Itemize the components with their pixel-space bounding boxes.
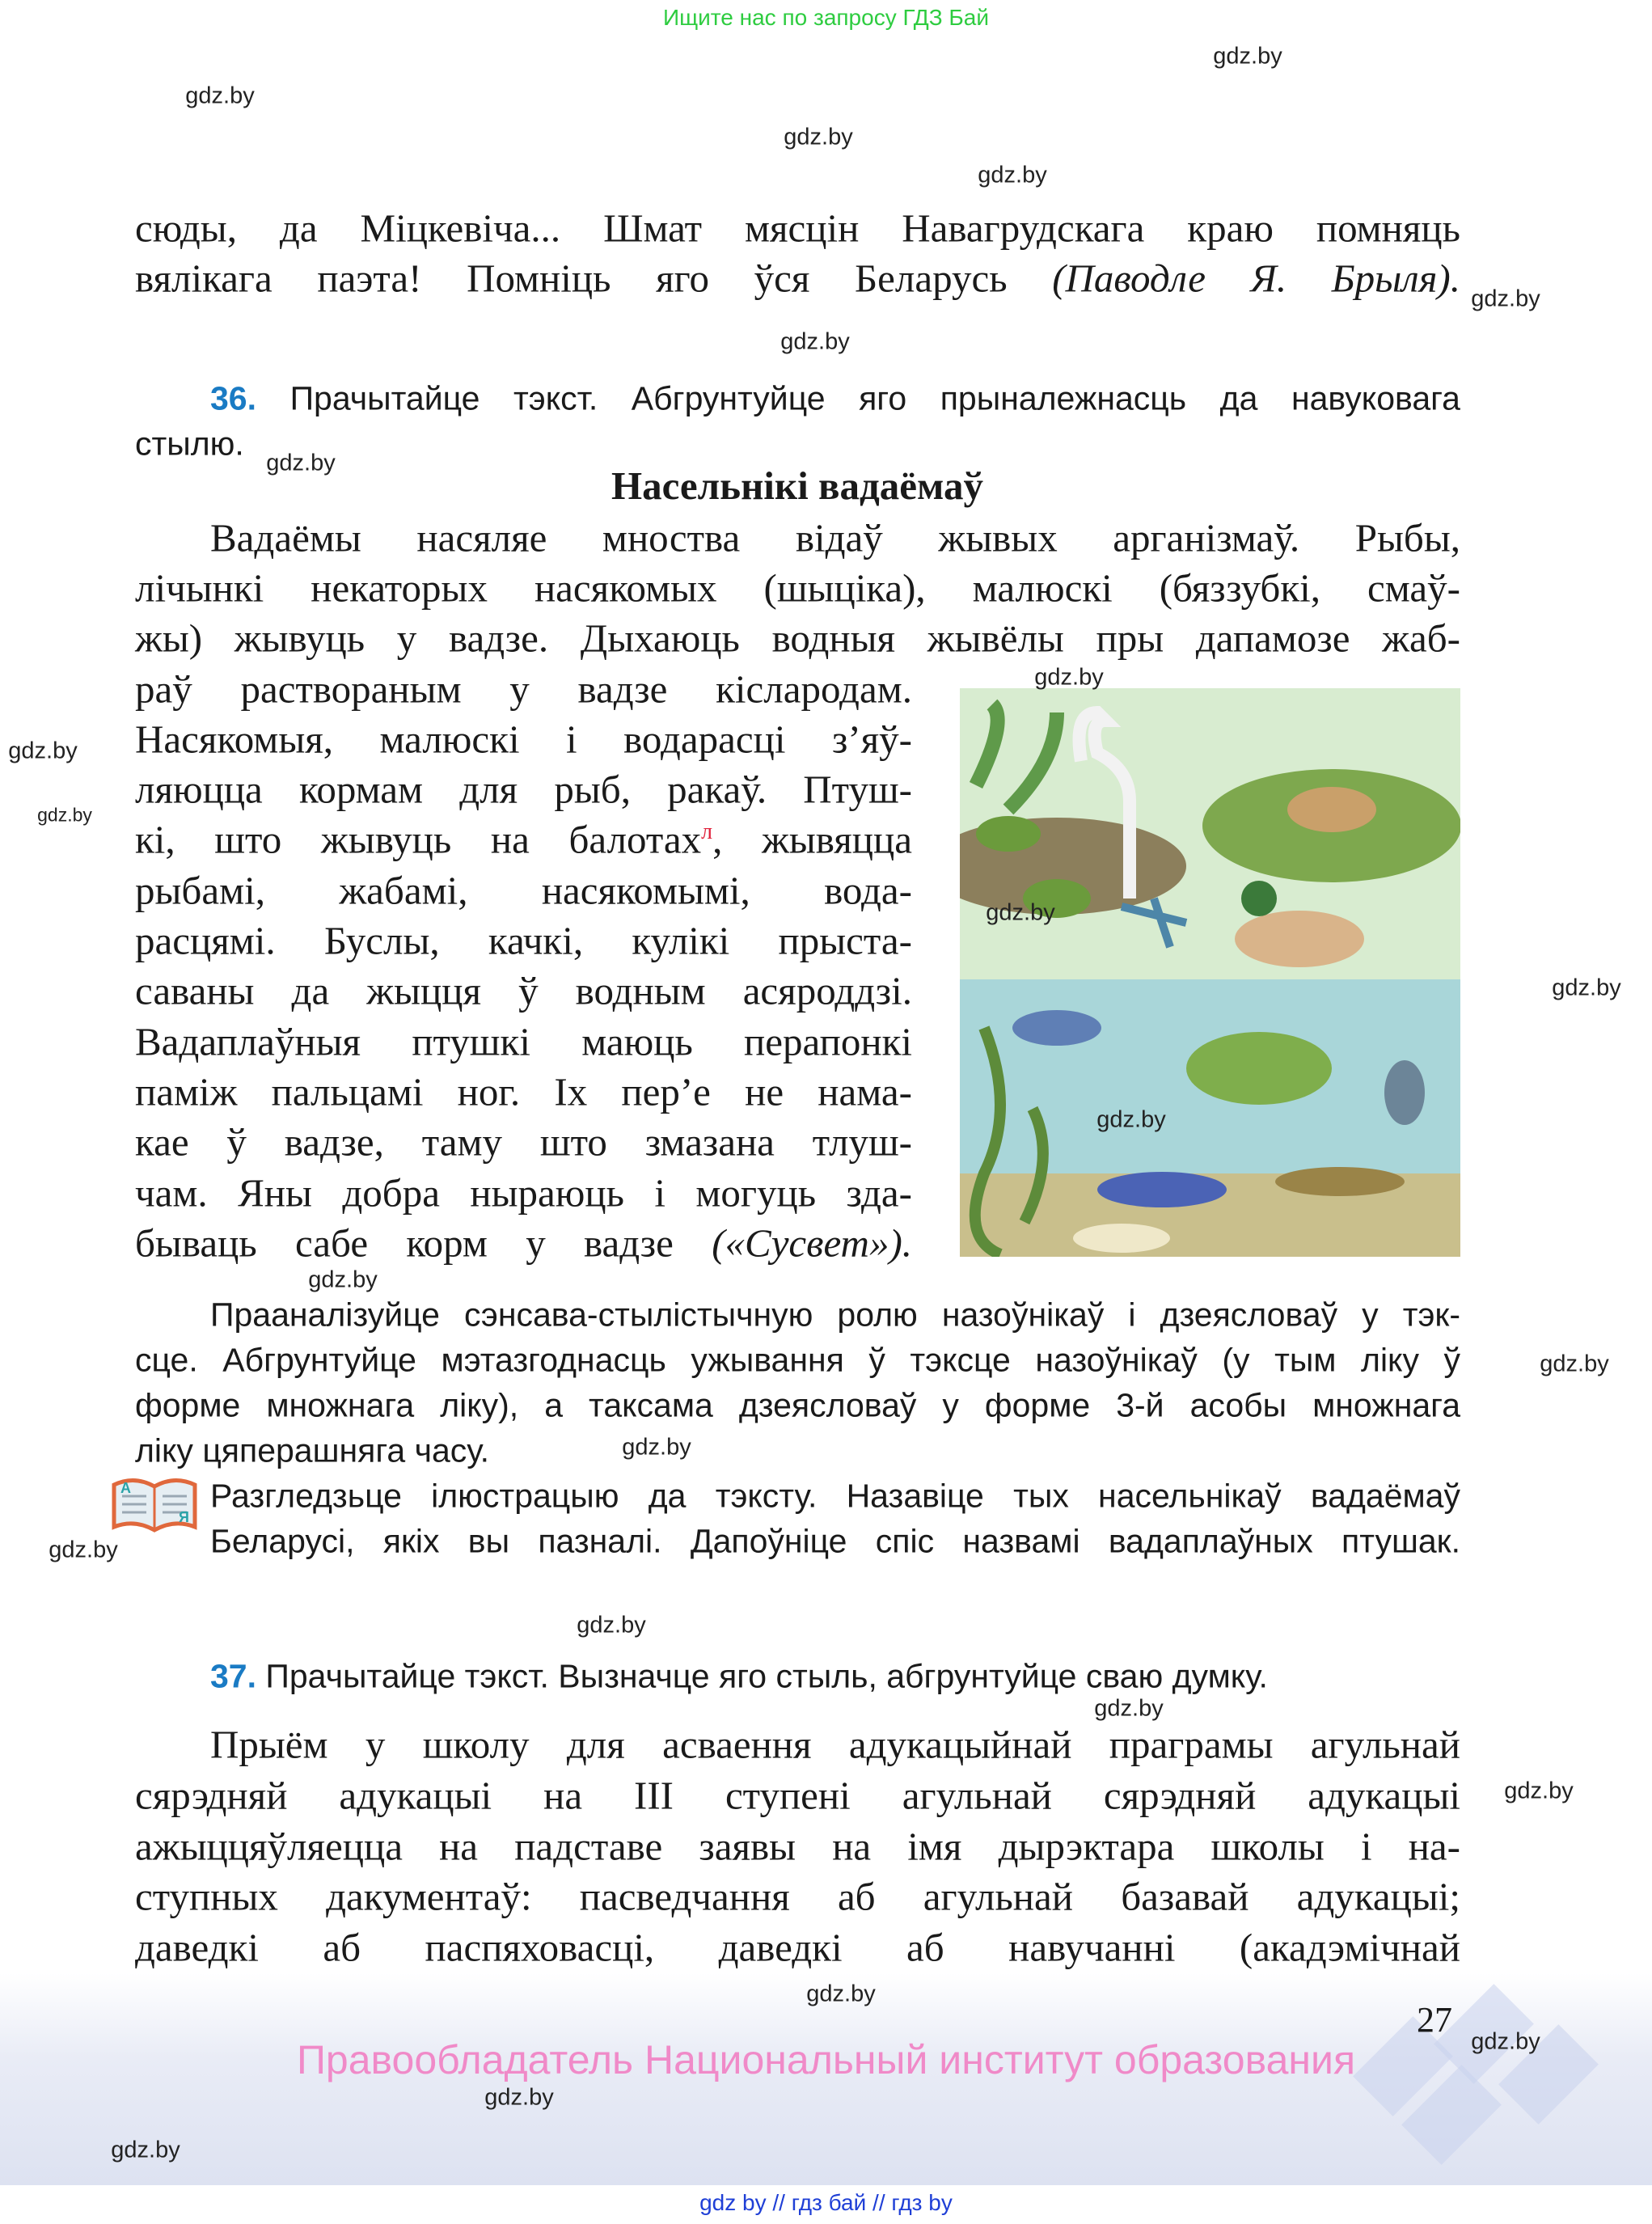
text-line: ляюцца кормам для рыб, ракаў. Птуш- bbox=[135, 767, 912, 812]
fish-carp bbox=[1186, 1032, 1332, 1105]
text-line bbox=[135, 1220, 913, 1266]
watermark: gdz.by bbox=[986, 899, 1055, 926]
duck-on-nest bbox=[1287, 787, 1376, 832]
analysis-line: ліку цяперашняга часу. bbox=[135, 1431, 490, 1469]
duck-swimming bbox=[1235, 911, 1364, 967]
text-line: Вадаёмы насяляе мноства відаў жывых арганізмаў. Рыбы, bbox=[210, 515, 1460, 560]
text37-line: Прыём у школу для асваення адукацыйнай праграмы агульнай bbox=[210, 1722, 1460, 1767]
analysis-line: сце. Абгрунтуйце мэтазгоднасць ужывання ў тэксце назоўнікаў (у тым ліку ў bbox=[135, 1341, 1460, 1379]
book-letter: Я bbox=[179, 1509, 189, 1525]
book-letter: А bbox=[120, 1480, 131, 1496]
glossary-mark[interactable]: л bbox=[701, 819, 713, 845]
watermark: gdz.by bbox=[806, 1981, 876, 2007]
watermark: gdz.by bbox=[1504, 1778, 1574, 1804]
watermark: gdz.by bbox=[1096, 1106, 1166, 1133]
text-line: расцямі. Буслы, качкі, кулікі прыста- bbox=[135, 918, 912, 963]
text-fragment: бываць сабе корм у вадзе bbox=[135, 1220, 674, 1266]
watermark: gdz.by bbox=[978, 162, 1047, 188]
text-line bbox=[135, 817, 913, 862]
copyright-notice: Правообладатель Национальный институт образования bbox=[296, 2037, 1356, 2082]
intro-text: вялікага паэта! Помніць яго ўся Беларусь bbox=[135, 256, 1008, 301]
frog bbox=[976, 816, 1041, 852]
text-line: рыбамі, жабамі, насякомымі, вода- bbox=[135, 868, 912, 913]
text37-line: ступных дакументаў: пасведчання аб агульнай базавай адукацыі; bbox=[135, 1874, 1460, 1919]
watermark: gdz.by bbox=[37, 804, 92, 826]
watermark: gdz.by bbox=[1213, 43, 1282, 70]
watermark: gdz.by bbox=[8, 738, 78, 764]
watermark: gdz.by bbox=[1471, 2028, 1540, 2055]
watermark: gdz.by bbox=[1471, 285, 1540, 312]
footer-separator: // bbox=[872, 2190, 885, 2215]
text-line: раў раствораным у вадзе кіслародам. bbox=[135, 666, 912, 712]
text37-line: сярэдняй адукацыі на ІІІ ступені агульнай сярэдняй адукацыі bbox=[135, 1773, 1460, 1818]
task-36-line bbox=[210, 379, 1460, 417]
analysis-line: Прааналізуйце сэнсава-стылістычную ролю назоўнікаў і дзеясловаў у тэк- bbox=[210, 1296, 1460, 1334]
intro-line bbox=[135, 256, 1460, 301]
watermark: gdz.by bbox=[780, 328, 850, 355]
watermark: gdz.by bbox=[49, 1537, 118, 1563]
task-text: Прачытайце тэкст. Вызначце яго стыль, абгрунтуйце сваю думку. bbox=[265, 1657, 1268, 1695]
text37-line: ажыццяўляецца на падставе заявы на імя дырэктара школы і на- bbox=[135, 1824, 1460, 1869]
footer-separator: // bbox=[772, 2190, 785, 2215]
intro-citation: (Паводле Я. Брыля). bbox=[1052, 256, 1460, 301]
footer-link[interactable]: гдз бай bbox=[791, 2190, 867, 2215]
task-number: 36. bbox=[210, 379, 256, 417]
text-title: Насельнікі вадаёмаў bbox=[611, 463, 984, 508]
watermark: gdz.by bbox=[266, 450, 336, 476]
analysis-line: форме множнага ліку), а таксама дзеясловаў у форме 3-й асобы множнага bbox=[135, 1386, 1460, 1424]
frog-eggs bbox=[1073, 1224, 1170, 1253]
page-number: 27 bbox=[1417, 2000, 1452, 2040]
newt bbox=[1097, 1172, 1227, 1207]
watermark: gdz.by bbox=[1094, 1695, 1164, 1722]
task-37-line bbox=[210, 1657, 1460, 1695]
watermark: gdz.by bbox=[308, 1266, 378, 1293]
footer-links bbox=[0, 2190, 1652, 2216]
search-hint[interactable]: Ищите нас по запросу ГДЗ Бай bbox=[662, 5, 990, 30]
text-line: лічынкі некаторых насякомых (шыціка), малюскі (бяззубкі, смаў- bbox=[135, 565, 1460, 611]
text-line: чам. Яны добра ныраюць і могуць зда- bbox=[135, 1170, 912, 1216]
task-number: 37. bbox=[210, 1657, 256, 1695]
footer-link[interactable]: gdz by bbox=[699, 2190, 767, 2215]
watermark: gdz.by bbox=[484, 2084, 554, 2111]
text-citation: («Сусвет»). bbox=[712, 1220, 913, 1266]
fish-small bbox=[1384, 1060, 1425, 1125]
task-text: Прачытайце тэкст. Абгрунтуйце яго прыналежнасць да навуковага bbox=[289, 379, 1460, 417]
footer-link[interactable]: гдз by bbox=[891, 2190, 953, 2215]
book-icon bbox=[111, 1477, 198, 1535]
illustration-task-line: Разгледзьце ілюстрацыю да тэксту. Назавіце тых насельнікаў вадаёмаў bbox=[210, 1477, 1460, 1515]
watermark: gdz.by bbox=[1540, 1351, 1609, 1377]
watermark: gdz.by bbox=[111, 2137, 180, 2163]
illustration-task-line: Беларусі, якіх вы пазналі. Дапоўніце спіс назвамі вадаплаўных птушак. bbox=[210, 1522, 1460, 1560]
text-line: Насякомыя, малюскі і водарасці з’яў- bbox=[135, 717, 912, 762]
watermark: gdz.by bbox=[1034, 664, 1104, 691]
text37-line: даведкі аб паспяховасці, даведкі аб навучанні (акадэмічнай bbox=[135, 1925, 1460, 1970]
text-fragment: , жывяцца bbox=[712, 817, 913, 862]
text-fragment: кі, што жывуць на балотах bbox=[135, 817, 702, 862]
intro-line: сюды, да Міцкевіча... Шмат мясцін Навагрудскага краю помняць bbox=[135, 205, 1460, 251]
watermark: gdz.by bbox=[622, 1434, 691, 1461]
text-line: кае ў вадзе, таму што змазана тлуш- bbox=[135, 1119, 912, 1165]
text-line: паміж пальцамі ног. Іх пер’е не нама- bbox=[135, 1069, 912, 1114]
pond-illustration bbox=[960, 688, 1460, 1257]
task-36-line: стылю. bbox=[135, 425, 244, 463]
watermark: gdz.by bbox=[1552, 975, 1621, 1001]
newt bbox=[1275, 1167, 1405, 1196]
text-line: Вадаплаўныя птушкі маюць перапонкі bbox=[135, 1019, 912, 1064]
duck-head bbox=[1241, 881, 1277, 916]
watermark: gdz.by bbox=[784, 124, 853, 150]
text-line: саваны да жыцця ў водным асяроддзі. bbox=[135, 968, 912, 1013]
fish-perch bbox=[1012, 1010, 1101, 1046]
watermark: gdz.by bbox=[185, 82, 255, 109]
watermark: gdz.by bbox=[577, 1612, 646, 1638]
text-line: жы) жывуць у вадзе. Дыхаюць водныя жывёлы пры дапамозе жаб- bbox=[135, 615, 1460, 661]
